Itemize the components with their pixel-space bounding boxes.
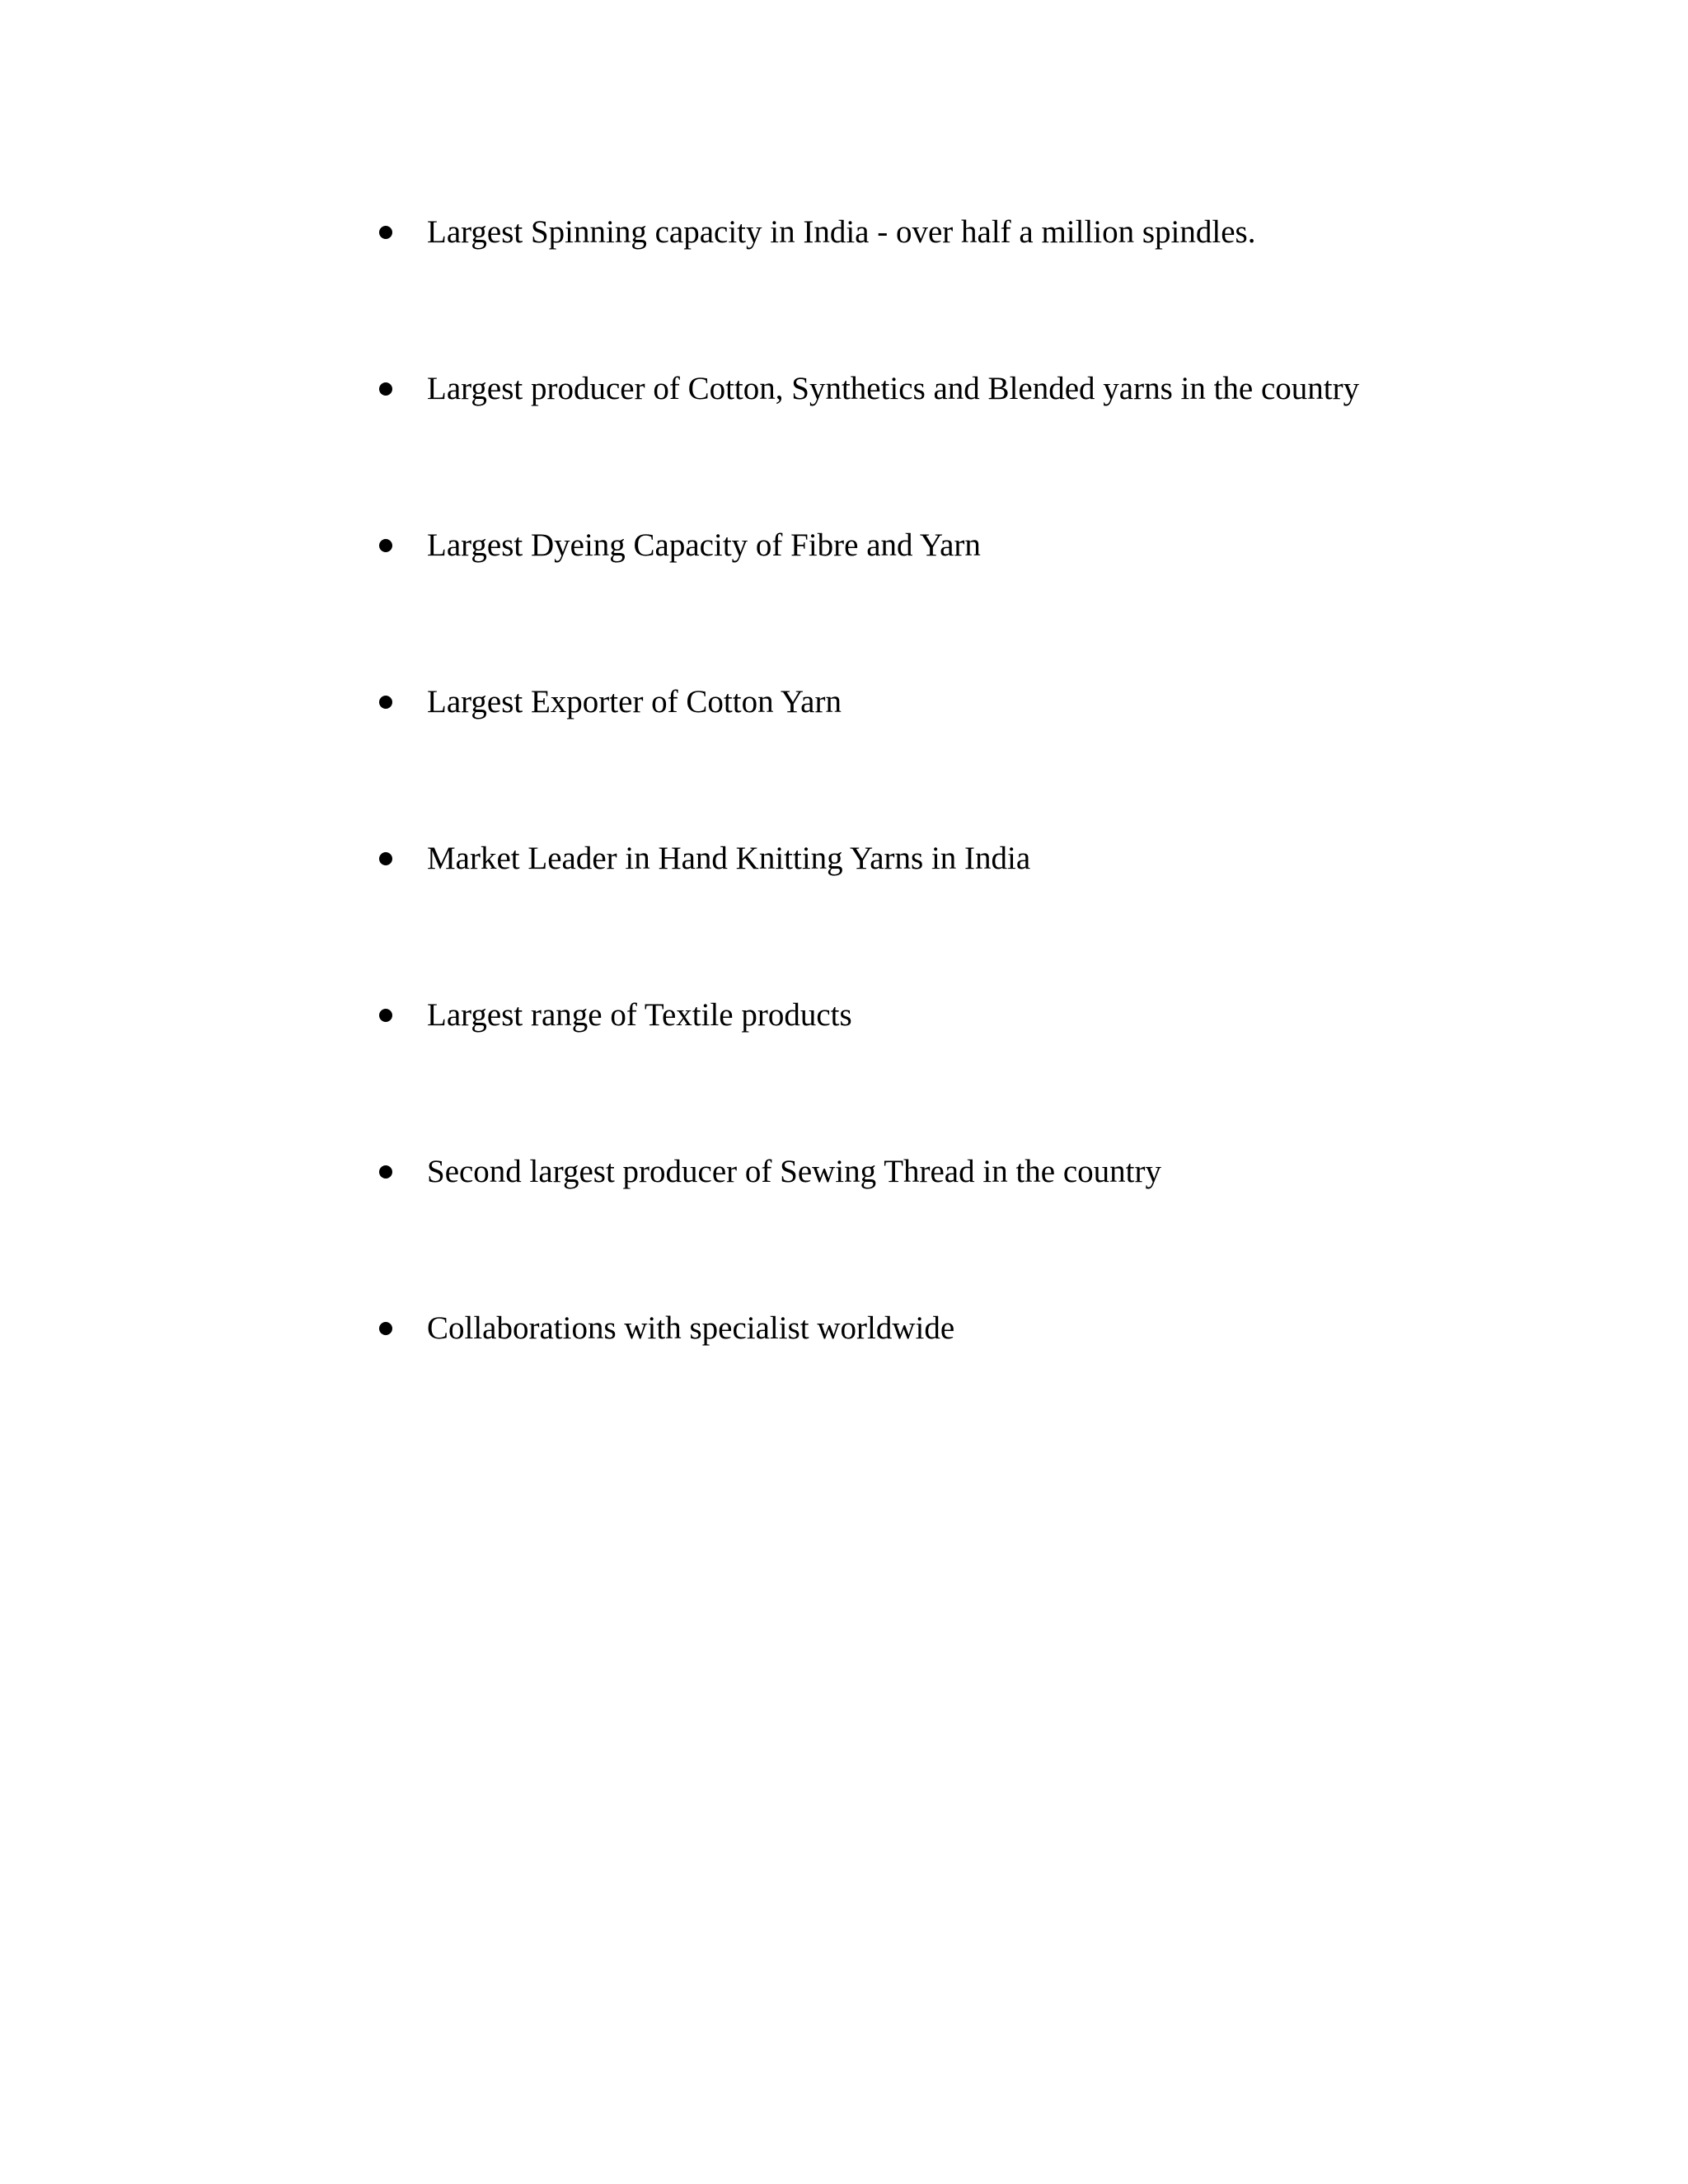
list-item-text: Second largest producer of Sewing Thread in the country [427, 1154, 1161, 1189]
list-item-text: Largest Spinning capacity in India - over half a million spindles. [427, 214, 1256, 250]
list-item-text: Largest Dyeing Capacity of Fibre and Yarn [427, 527, 981, 563]
bullet-icon [379, 1009, 392, 1022]
bullet-icon [379, 226, 392, 239]
bullet-icon [379, 1165, 392, 1179]
bullet-icon [379, 539, 392, 552]
list-item-text: Collaborations with specialist worldwide [427, 1310, 955, 1346]
bullet-icon [379, 852, 392, 865]
bullet-icon [379, 382, 392, 396]
list-item-text: Largest range of Textile products [427, 997, 852, 1033]
list-item-text: Largest producer of Cotton, Synthetics and Blended yarns in the country [427, 371, 1360, 406]
bullet-icon [379, 696, 392, 709]
list-item-text: Market Leader in Hand Knitting Yarns in India [427, 841, 1031, 876]
bullet-icon [379, 1322, 392, 1335]
list-item-text: Largest Exporter of Cotton Yarn [427, 684, 842, 719]
